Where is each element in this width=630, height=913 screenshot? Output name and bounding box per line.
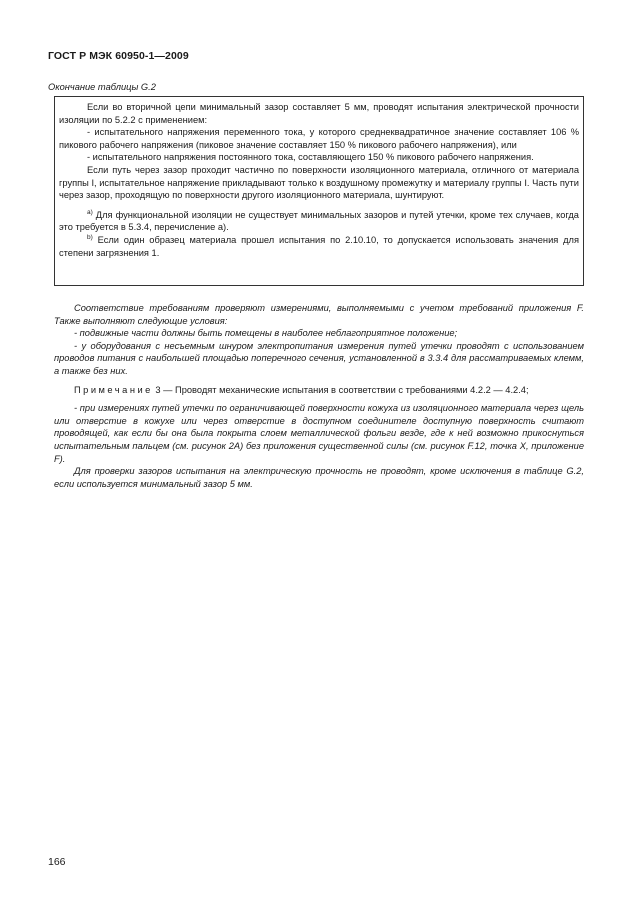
note-label: Примечание [74,384,153,395]
main-body [54,302,584,490]
list-item: - у оборудования с несъемным шнуром электропитания измерения путей утечки проводят с использованием проводов питания с наибольшей площадью поперечного сечения, установленной в 3.3.4 для рассматриваемых клемм, а также без них. [54,340,584,376]
table-paragraph: Если во вторичной цепи минимальный зазор составляет 5 мм, проводят испытания электрической прочности изоляции по 5.2.2 с применением: [59,102,579,125]
footnote-text: Если один образец материала прошел испытания по 2.10.10, то допускается использовать значения для степени загрязнения 1. [59,234,579,258]
standard-header: ГОСТ Р МЭК 60950-1—2009 [48,50,189,62]
table-footnote [59,234,579,259]
table-footnote [59,209,579,234]
note [54,384,584,397]
table-paragraph: - испытательного напряжения постоянного тока, составляющего 150 % пикового рабочего напряжения. [87,152,534,163]
note-text: 3 — Проводят механические испытания в соответствии с требованиями 4.2.2 — 4.2.4; [152,384,529,395]
table-continuation-box [54,96,584,286]
footnote-mark: a) [87,208,93,216]
table-paragraph: Если путь через зазор проходит частично по поверхности изоляционного материала, отличного от материала группы I, испытательное напряжение прикладывают только к воздушному промежутку и материалу группы I. Часть пути через зазор, проходящую по поверхности другого изоляционного материала, шунтируют. [59,164,579,201]
list-item: - подвижные части должны быть помещены в наиболее неблагоприятное положение; [74,328,458,339]
final-paragraph: Для проверки зазоров испытания на электрическую прочность не проводят, кроме исключения в таблице G.2, если используется минимальный зазор 5 мм. [54,466,584,489]
table-caption: Окончание таблицы G.2 [48,82,156,92]
footnote-mark: b) [87,233,93,241]
compliance-intro: Соответствие требованиям проверяют измерениями, выполняемыми с учетом требований приложения F. Также выполняют следующие условия: [54,303,584,326]
page-number: 166 [48,856,66,868]
footnote-text: Для функциональной изоляции не существует минимальных зазоров и путей утечки, кроме тех случаев, когда это требуется в 5.3.4, перечисление а). [59,209,579,233]
table-paragraph: - испытательного напряжения переменного тока, у которого среднеквадратичное значение составляет 106 % пикового рабочего напряжения (пиковое значение составляет 150 % пикового рабочего напряжения), или [59,127,579,150]
list-item: - при измерениях путей утечки по ограничивающей поверхности кожуха из изоляционного материала через щель или отверстие в кожухе или через отверстие в доступном соединителе доступную поверхность считают проводящей, как если бы она была покрыта слоем металлической фольги везде, где к ней возможно прикоснуться испытательным пальцем (см. рисунок 2А) без приложения существенной силы (см. рисунок F.12, точка X, приложение F). [54,403,584,464]
